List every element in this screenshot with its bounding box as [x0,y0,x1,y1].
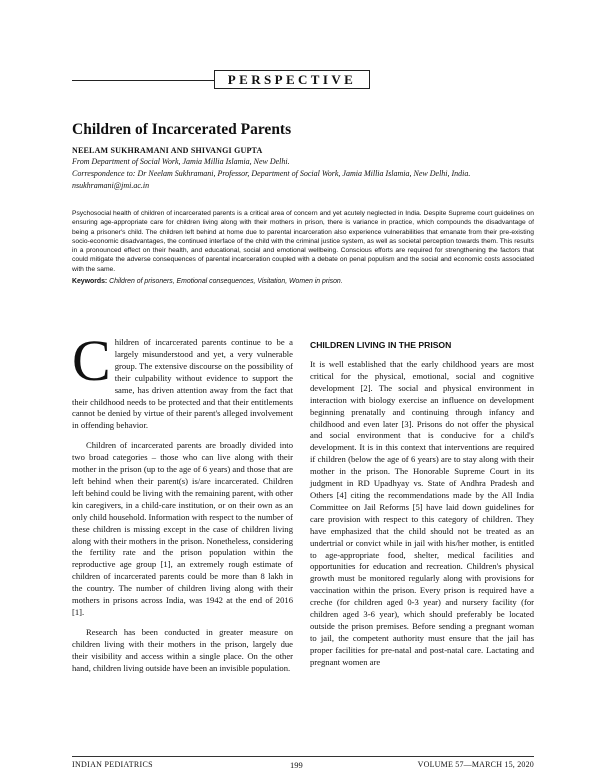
keywords-list: Children of prisoners, Emotional consequences, Visitation, Women in prison. [109,278,343,285]
section-label: PERSPECTIVE [214,70,370,89]
left-paragraph-1 [72,328,293,432]
author-email: nsukhramani@jmi.ac.in [72,181,150,190]
drop-cap: C [72,328,111,393]
article-authors: NEELAM SUKHRAMANI AND SHIVANGI GUPTA [72,146,263,155]
left-paragraph-2: Children of incarcerated parents are broadly divided into two broad categories – those who can live along with their mother in the prison (up to the age of 6 years) and those that are left behind when their parent(s) is/are incarcerated. Children left behind could be living with the remaining parent, with other kin caregivers, in a child-care institution, or on their own as an only child household. Information with respect to the number of these children is missing except in the case of children living along with their mothers in the prison. Nonetheless, considering the fertility rate and the prison population within the reproductive age group [1], an extremely rough estimate of children of incarcerated parents could be more than 8 lakh in the country. The number of children living along with their mothers in prisons across India, was 1942 at the end of 2016 [1]. [72,440,293,617]
abstract: Psychosocial health of children of incarcerated parents is a critical area of concern and yet acutely neglected in India. Despite Supreme court guidelines on ensuring age-appropriate care for children living along with their mothers in prison, there is variance in practice, which compounds the disadvantage of being a prisoner's child. The children left behind at home due to parental incarceration also experience vulnerabilities that emanate from their pre-existing socio-economic disadvantages, the continued interface of the child with the criminal justice system, as well as societal perception towards them. This results in a pronounced effect on their health, and educational, social and emotional wellbeing. Conscious efforts are required for strengthening the factors that could mitigate the adverse consequences of parental incarceration coupled with a debate on penal populism and the social and economic costs associated with the same. [72,210,534,273]
footer-journal: INDIAN PEDIATRICS [72,760,153,769]
left-column [72,328,293,674]
keywords-label: Keywords: [72,278,108,285]
keywords [72,278,343,285]
right-paragraph-1: It is well established that the early childhood years are most critical for the physical, emotional, social and cognitive development [2]. The social and physical environment in interaction with biology exercise an influence on development beginning prenatally and continuing through infancy and childhood and even later [3]. Prisons do not offer the physical and social environment that is conducive for a child's development. It is in this context that interventions are required if children (below the age of 6 years) are to stay along with their mother in the prison. The Honorable Supreme Court in its judgment in RD Upadhyay vs. State of Andhra Pradesh and Others [4] citing the recommendations made by the All India Committee on Jail Reforms [5] have laid down guidelines for care provision with respect to this category of children. They have emphasized that the child should not be treated as an undertrial or convict while in jail with his/her mother, is entitled to age-appropriate food, shelter, medical facilities and opportunities for education and recreation. Children's physical growth must be monitored regularly along with provisions for vaccination within the prison. Every prison is required have a creche (for children aged 0-3 year) and nursery facility (for children aged 3-6 year), which should preferably be located outside the prison premises. Before sending a pregnant woman to jail, the competent authority must ensure that the jail has proper facilities for pre-natal and post-natal care. Lactating and pregnant women are [310,359,534,667]
header-rule [72,80,214,81]
author-affiliation: From Department of Social Work, Jamia Millia Islamia, New Delhi. [72,157,290,166]
footer-rule [72,756,534,757]
left-paragraph-3: Research has been conducted in greater measure on children living with their mothers in the prison, largely due their visibility and access within a single place. On the other hand, children living outside have been an invisible population. [72,626,293,673]
right-column [310,359,534,669]
left-paragraph-1-text: hildren of incarcerated parents continue to be a largely misunderstood and yet, a very vulnerable group. The extensive discourse on the possibility of their culpability without evidence to support the same, has driven attention away from the fact that their childhood needs to be protected and that their entitlements cannot be denied by virtue of their parent's alleged involvement in offending behavior. [72,337,293,431]
page-number: 199 [290,760,303,770]
section-heading: CHILDREN LIVING IN THE PRISON [310,340,452,350]
correspondence: Correspondence to: Dr Neelam Sukhramani, Professor, Department of Social Work, Jamia Millia Islamia, New Delhi, India. [72,169,471,178]
article-title: Children of Incarcerated Parents [72,121,292,138]
footer-volume: VOLUME 57—MARCH 15, 2020 [417,760,534,769]
